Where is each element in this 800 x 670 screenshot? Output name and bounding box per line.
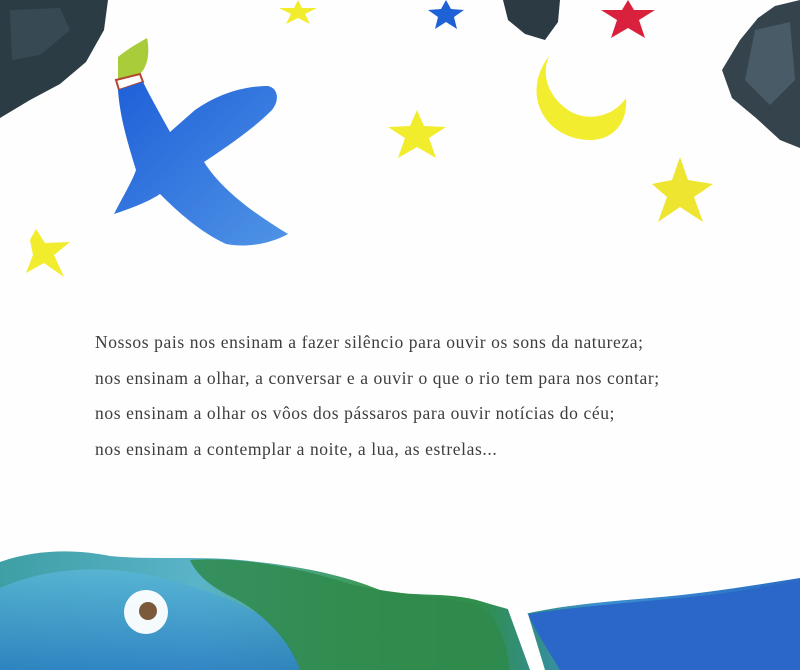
- rock-top-center: [503, 0, 560, 40]
- bird: [114, 38, 288, 246]
- river-water-blue-right: [528, 580, 800, 670]
- story-line-3: nos ensinam a olhar os vôos dos pássaros para ouvir notícias do céu;: [95, 403, 616, 423]
- story-text: [95, 325, 775, 467]
- star-yellow-right: [652, 157, 713, 222]
- pebble-center: [139, 602, 157, 620]
- star-blue-top: [428, 0, 464, 29]
- star-yellow-middle: [388, 110, 446, 158]
- crescent-moon: [537, 56, 627, 140]
- story-line-2: nos ensinam a olhar, a conversar e a ouvir o que o rio tem para nos contar;: [95, 367, 660, 388]
- star-yellow-left: [26, 229, 70, 277]
- story-line-4: nos ensinam a contemplar a noite, a lua, as estrelas...: [95, 438, 498, 459]
- story-line-1: Nossos pais nos ensinam a fazer silêncio para ouvir os sons da natureza;: [95, 332, 644, 352]
- star-yellow-top: [279, 0, 317, 24]
- star-red-top: [601, 0, 655, 38]
